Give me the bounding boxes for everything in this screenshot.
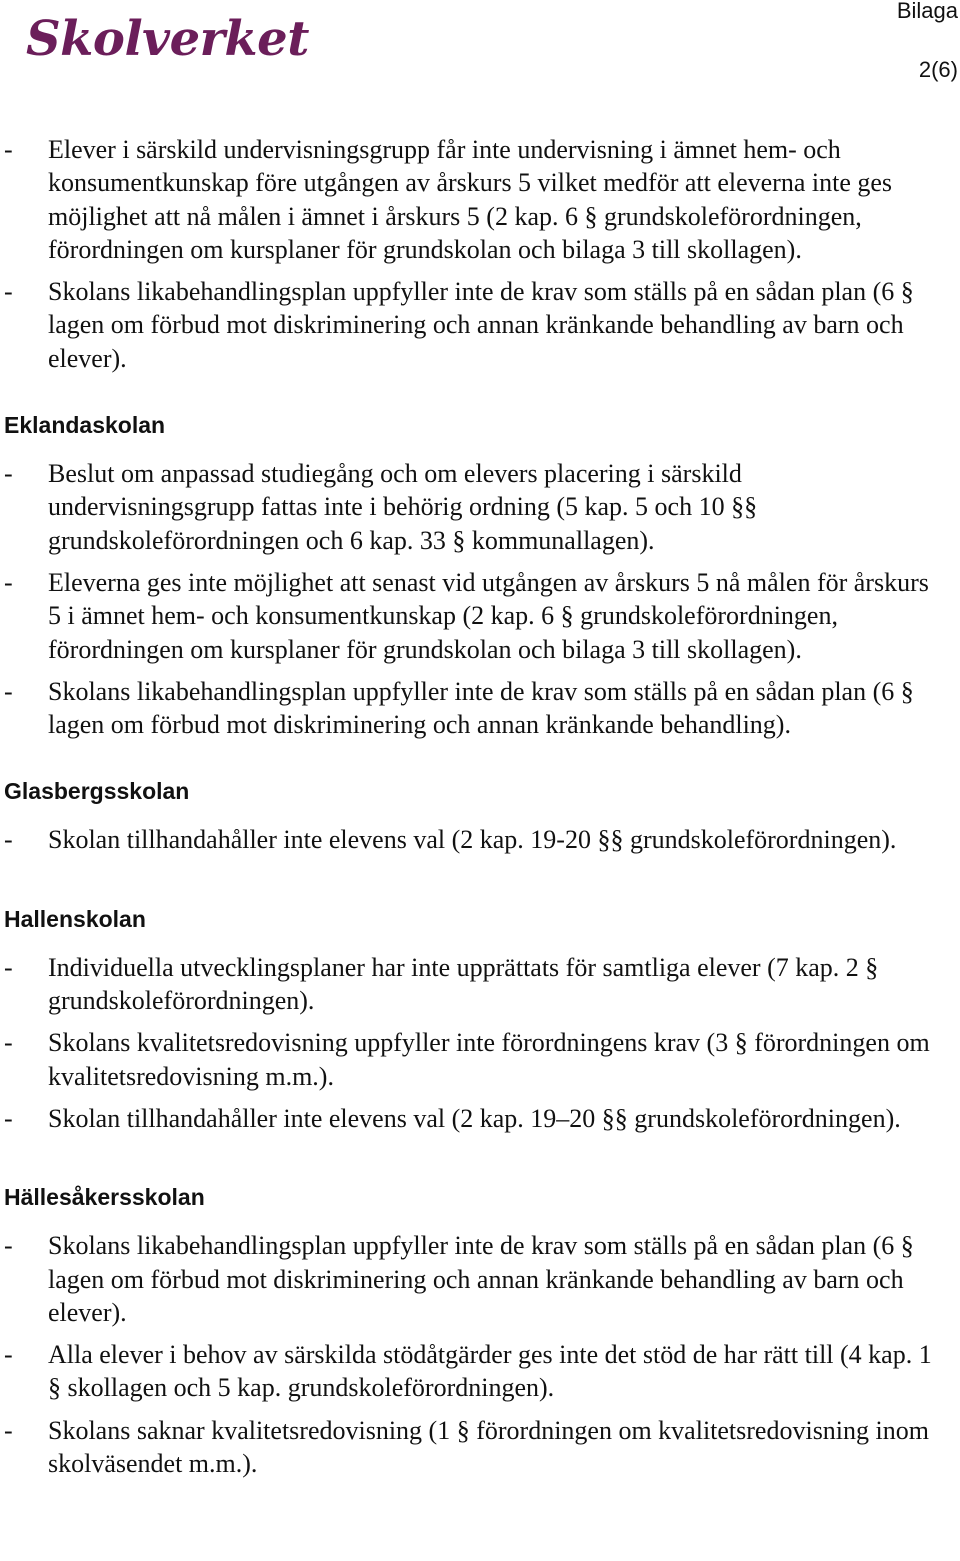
list-item-text: Skolans kvalitetsredovisning uppfyller inte förordningens krav (3 § förordningen om kvalitetsredovisning m.m.).	[48, 1028, 930, 1091]
list-item	[0, 275, 960, 375]
list-item	[0, 1102, 960, 1135]
section-heading: Hällesåkersskolan	[4, 1184, 205, 1211]
section-glasbergsskolan	[0, 777, 960, 856]
bullet-dash: -	[4, 1103, 13, 1133]
list-item	[0, 823, 960, 856]
bullet-dash: -	[4, 567, 13, 597]
list-item-text: Alla elever i behov av särskilda stödåtgärder ges inte det stöd de har rätt till (4 kap. 1 § skollagen och 5 kap. grundskoleförordningen).	[48, 1340, 932, 1403]
skolverket-logo: Skolverket	[26, 11, 309, 67]
list-item-text: Skolan tillhandahåller inte elevens val (2 kap. 19–20 §§ grundskoleförordningen).	[48, 1103, 901, 1133]
bullet-dash: -	[4, 676, 13, 706]
attachment-label: Bilaga	[896, 0, 958, 23]
list-item	[0, 566, 960, 666]
section-eklandaskolan	[0, 411, 960, 741]
section-heading: Glasbergsskolan	[4, 778, 190, 805]
list-item	[0, 951, 960, 1018]
list-item-text: Skolan tillhandahåller inte elevens val (2 kap. 19-20 §§ grundskoleförordningen).	[48, 825, 897, 855]
list-item	[0, 1338, 960, 1405]
list-item	[0, 1414, 960, 1481]
list-item	[0, 1229, 960, 1329]
list-item-text: Skolans likabehandlingsplan uppfyller inte de krav som ställs på en sådan plan (6 § lagen om förbud mot diskriminering och annan kränkande behandling av barn och elever).	[48, 277, 914, 373]
bullet-dash: -	[4, 1415, 13, 1445]
list-item-text: Elever i särskild undervisningsgrupp får inte undervisning i ämnet hem- och konsumentkunskap före utgången av årskurs 5 vilket medför att eleverna inte ges möjlighet att nå målen i ämnet i årskurs 5 (2 kap. 6 § grundskoleförordningen, förordningen om kursplaner för grundskolan och bilaga 3 till skollagen).	[48, 135, 893, 264]
bullet-dash: -	[4, 1340, 13, 1370]
section-hallenskolan	[0, 905, 960, 1135]
page-number: 2(6)	[918, 57, 958, 82]
bullet-dash: -	[4, 459, 13, 489]
list-item-text: Beslut om anpassad studiegång och om elevers placering i särskild undervisningsgrupp fattas inte i behörig ordning (5 kap. 5 och 10 §§ grundskoleförordningen och 6 kap. 33 § kommunallagen).	[48, 459, 758, 555]
bullet-dash: -	[4, 135, 13, 164]
list-item-text: Skolans likabehandlingsplan uppfyller inte de krav som ställs på en sådan plan (6 § lagen om förbud mot diskriminering och annan kränkande behandling).	[48, 676, 914, 740]
section-heading: Hallenskolan	[4, 905, 146, 932]
list-item	[0, 675, 960, 742]
list-item	[0, 1026, 960, 1093]
section-hallesakersskolan	[0, 1183, 960, 1480]
list-item-text: Skolans likabehandlingsplan uppfyller inte de krav som ställs på en sådan plan (6 § lagen om förbud mot diskriminering och annan kränkande behandling av barn och elever).	[48, 1231, 914, 1327]
list-item	[0, 457, 960, 557]
bullet-dash: -	[4, 1231, 13, 1261]
list-item	[0, 133, 960, 266]
bullet-dash: -	[4, 825, 13, 855]
bullet-dash: -	[4, 952, 13, 982]
list-item-text: Individuella utvecklingsplaner har inte upprättats för samtliga elever (7 kap. 2 § grundskoleförordningen).	[48, 952, 879, 1016]
document-body	[0, 133, 960, 1480]
bullet-dash: -	[4, 1028, 13, 1058]
list-item-text: Skolans saknar kvalitetsredovisning (1 § förordningen om kvalitetsredovisning inom skolväsendet m.m.).	[48, 1415, 929, 1479]
list-item-text: Eleverna ges inte möjlighet att senast vid utgången av årskurs 5 nå målen för årskurs 5 i ämnet hem- och konsumentkunskap (2 kap. 6 § grundskoleförordningen, förordningen om kursplaner för grundskolan och bilaga 3 till skollagen).	[48, 567, 929, 664]
section-heading: Eklandaskolan	[4, 412, 166, 439]
bullet-dash: -	[4, 277, 13, 307]
